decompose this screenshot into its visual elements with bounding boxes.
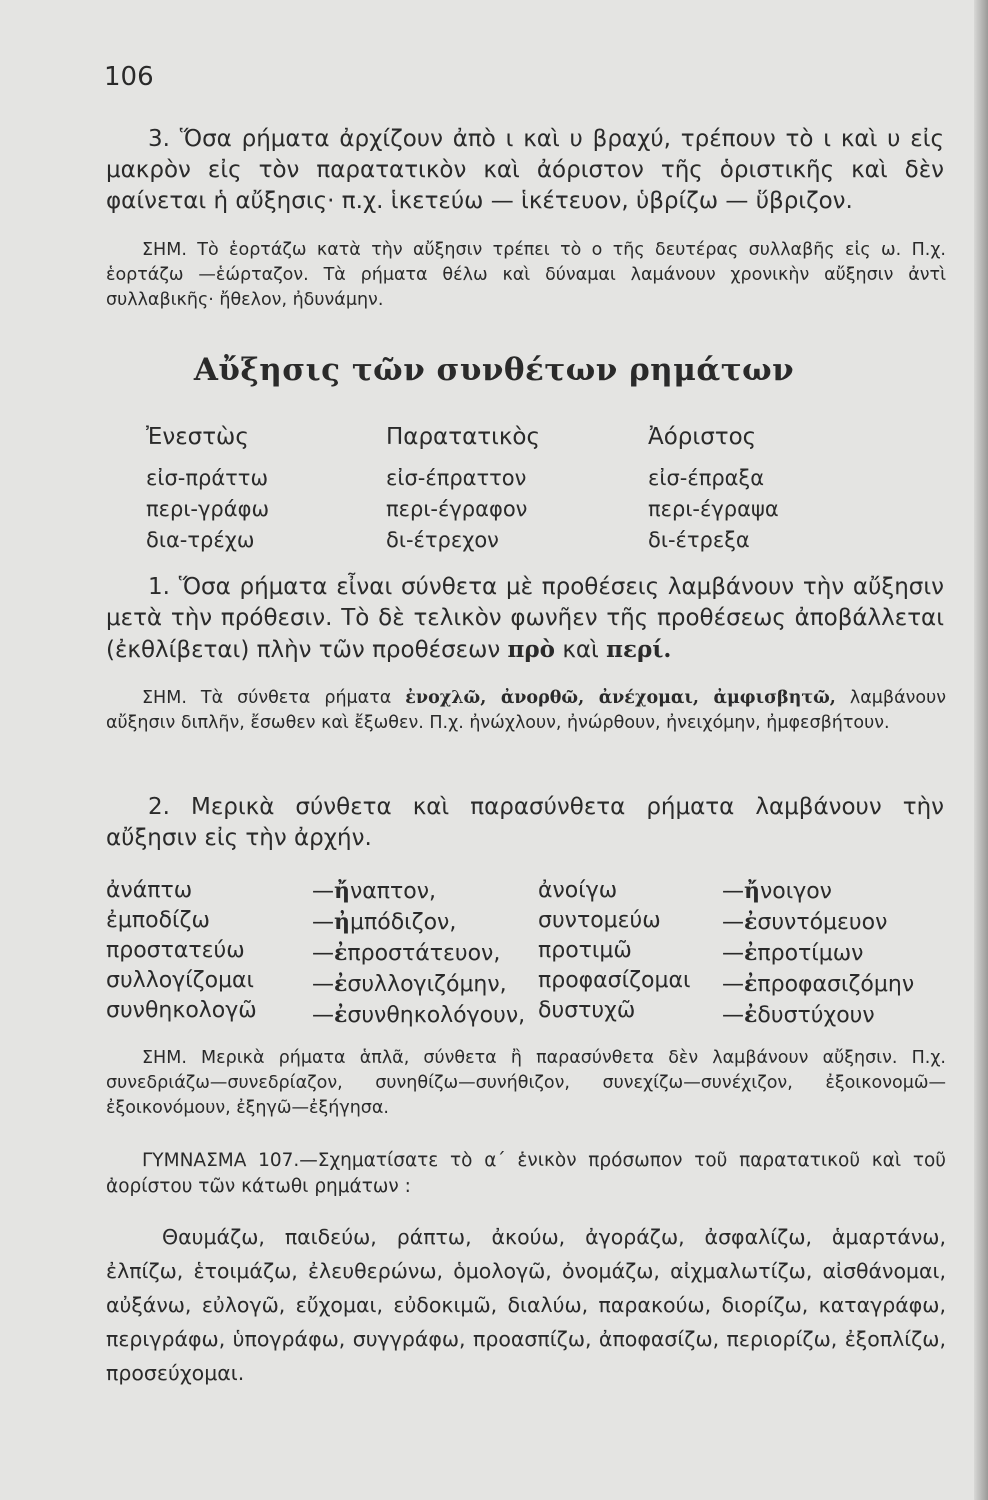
- augment: ἐ: [334, 940, 348, 966]
- list-item: —ἐπροφασιζόμην: [722, 971, 915, 997]
- note-text: ΣΗΜ. Τὰ σύνθετα ρήματα: [142, 688, 392, 708]
- page-number: 106: [104, 62, 154, 92]
- list-item: προφασίζομαι: [538, 968, 691, 993]
- list-item: —ἠμπόδιζον,: [312, 909, 457, 935]
- table-cell: εἰσ-έπραττον: [386, 466, 527, 490]
- list-item: —ἐδυστύχουν: [722, 1002, 875, 1028]
- verbs-right-present: [538, 876, 690, 1026]
- table-cell: περι-έγραψα: [648, 497, 779, 521]
- augment: ἐ: [744, 909, 758, 935]
- column-header: Ἀόριστος: [648, 424, 757, 450]
- section-heading: Αὔξησις τῶν συνθέτων ρημάτων: [193, 352, 795, 388]
- verbs-right-past: [722, 876, 914, 1031]
- rule-3-paragraph: 3. Ὅσα ρήματα ἀρχίζουν ἀπὸ ι καὶ υ βραχύ, τρέπουν τὸ ι καὶ υ εἰς μακρὸν εἰς τὸν παρατατικὸν καὶ ἀόριστον τῆς ὁριστικῆς καὶ δὲν φαίνεται ἡ αὔξησις· π.χ. ἱκετεύω — ἱκέτευον, ὑβρίζω — ὕβριζον.: [106, 126, 944, 214]
- exercise-heading: ΓΥΜΝΑΣΜΑ 107.—Σχηματίσατε τὸ α΄ ἑνικὸν πρόσωπον τοῦ παρατατικοῦ καὶ τοῦ ἀορίστου τῶν κάτωθι ρημάτων :: [106, 1150, 946, 1197]
- verbs-left-present: [106, 876, 257, 1026]
- list-item: —ἐπροστάτευον,: [312, 940, 501, 966]
- conjunction: καὶ: [562, 637, 599, 663]
- augment: ἐ: [334, 971, 348, 997]
- augment: ἤ: [744, 878, 760, 904]
- list-item: —ἐσυντόμευον: [722, 909, 888, 935]
- page-spine-shadow: [974, 0, 988, 1500]
- list-item: συντομεύω: [538, 908, 661, 933]
- rule-3-note: ΣΗΜ. Τὸ ἑορτάζω κατὰ τὴν αὔξησιν τρέπει τὸ ο τῆς δευτέρας συλλαβῆς εἰς ω. Π.χ. ἑορτάζω —ἑώρταζον. Τὰ ρήματα θέλω καὶ δύναμαι λαμάνουν χρονικὴν αὔξησιν ἀντὶ συλλαβικῆς· ἤθελον, ἠδυνάμην.: [106, 240, 946, 310]
- rule-2-paragraph: 2. Μερικὰ σύνθετα καὶ παρασύνθετα ρήματα λαμβάνουν τὴν αὔξησιν εἰς τὴν ἀρχήν.: [106, 794, 944, 851]
- list-item: ἀνάπτω: [106, 878, 193, 903]
- list-item: δυστυχῶ: [538, 998, 636, 1023]
- list-item: —ἐσυλλογιζόμην,: [312, 971, 507, 997]
- tense-column-imperfect: [386, 422, 540, 556]
- table-cell: δι-έτρεχον: [386, 528, 499, 552]
- tense-column-aorist: [648, 422, 779, 556]
- list-item: —ἐσυνθηκολόγουν,: [312, 1002, 526, 1028]
- rule-1-text: 1. Ὅσα ρήματα εἶναι σύνθετα μὲ προθέσεις λαμβάνουν τὴν αὔξησιν μετὰ τὴν πρόθεσιν. Τὸ δὲ τελικὸν φωνῆεν τῆς προθέσεως ἀποβάλλεται (ἐκθλίβεται) πλὴν τῶν προθέσεων: [106, 574, 944, 663]
- rule-1-paragraph: [106, 572, 944, 666]
- table-cell: δια-τρέχω: [146, 528, 255, 552]
- augment: ἐ: [744, 1002, 758, 1028]
- table-cell: περι-γράφω: [146, 497, 270, 521]
- table-cell: περι-έγραφον: [386, 497, 528, 521]
- list-item: προστατεύω: [106, 938, 245, 963]
- list-item: ἀνοίγω: [538, 878, 618, 903]
- note-text: λαμβάνουν αὔξησιν διπλῆν, ἔσωθεν καὶ ἔξωθεν. Π.χ. ἠνώχλουν, ἠνώρθουν, ἠνειχόμην, ἠμφεσβήτουν.: [106, 688, 946, 733]
- verbs-left-past: [312, 876, 525, 1031]
- augment: ἐ: [744, 971, 758, 997]
- list-item: συνθηκολογῶ: [106, 998, 257, 1023]
- list-item: —ἐπροτίμων: [722, 940, 864, 966]
- list-item: —ἤνοιγον: [722, 878, 832, 904]
- augment: ἤ: [334, 878, 350, 904]
- tense-column-present: [146, 422, 269, 556]
- list-item: προτιμῶ: [538, 938, 632, 963]
- exercise-verb-list: Θαυμάζω, παιδεύω, ράπτω, ἀκούω, ἀγοράζω, ἀσφαλίζω, ἁμαρτάνω, ἐλπίζω, ἑτοιμάζω, ἐλευθερώνω, ὁμολογῶ, ὀνομάζω, αἰχμαλωτίζω, αἰσθάνομαι, αὐξάνω, εὐλογῶ, εὔχομαι, εὐδοκιμῶ, διαλύω, παρακούω, διορίζω, καταγράφω, περιγράφω, ὑπογράφω, συγγράφω, προασπίζω, ἀποφασίζω, περιορίζω, ἐξοπλίζω, προσεύχομαι.: [106, 1225, 946, 1385]
- bold-verbs: ἐνοχλῶ, ἀνορθῶ, ἀνέχομαι, ἀμφισβητῶ,: [405, 688, 836, 708]
- table-cell: δι-έτρεξα: [648, 528, 750, 552]
- bold-preposition: πρὸ: [507, 636, 556, 663]
- augment: ἠ: [334, 909, 350, 935]
- column-header: Παρατατικὸς: [386, 424, 540, 450]
- list-item: —ἤναπτον,: [312, 878, 437, 904]
- list-item: συλλογίζομαι: [106, 968, 255, 993]
- table-cell: εἰσ-έπραξα: [648, 466, 765, 490]
- column-header: Ἐνεστὼς: [146, 424, 249, 450]
- note-no-augment: ΣΗΜ. Μερικὰ ρήματα ἁπλᾶ, σύνθετα ἢ παρασύνθετα δὲν λαμβάνουν αὔξησιν. Π.χ. συνεδριάζω—συνεδρίαζον, συνηθίζω—συνήθιζον, συνεχίζω—συνέχιζον, ἐξοικονομῶ—ἐξοικονόμουν, ἐξηγῶ—ἐξήγησα.: [106, 1048, 946, 1118]
- augment: ἐ: [744, 940, 758, 966]
- bold-preposition: περί.: [606, 636, 672, 663]
- augment: ἐ: [334, 1002, 348, 1028]
- table-cell: εἰσ-πράττω: [146, 466, 269, 490]
- rule-1-note: [106, 686, 946, 736]
- list-item: ἐμποδίζω: [106, 908, 210, 933]
